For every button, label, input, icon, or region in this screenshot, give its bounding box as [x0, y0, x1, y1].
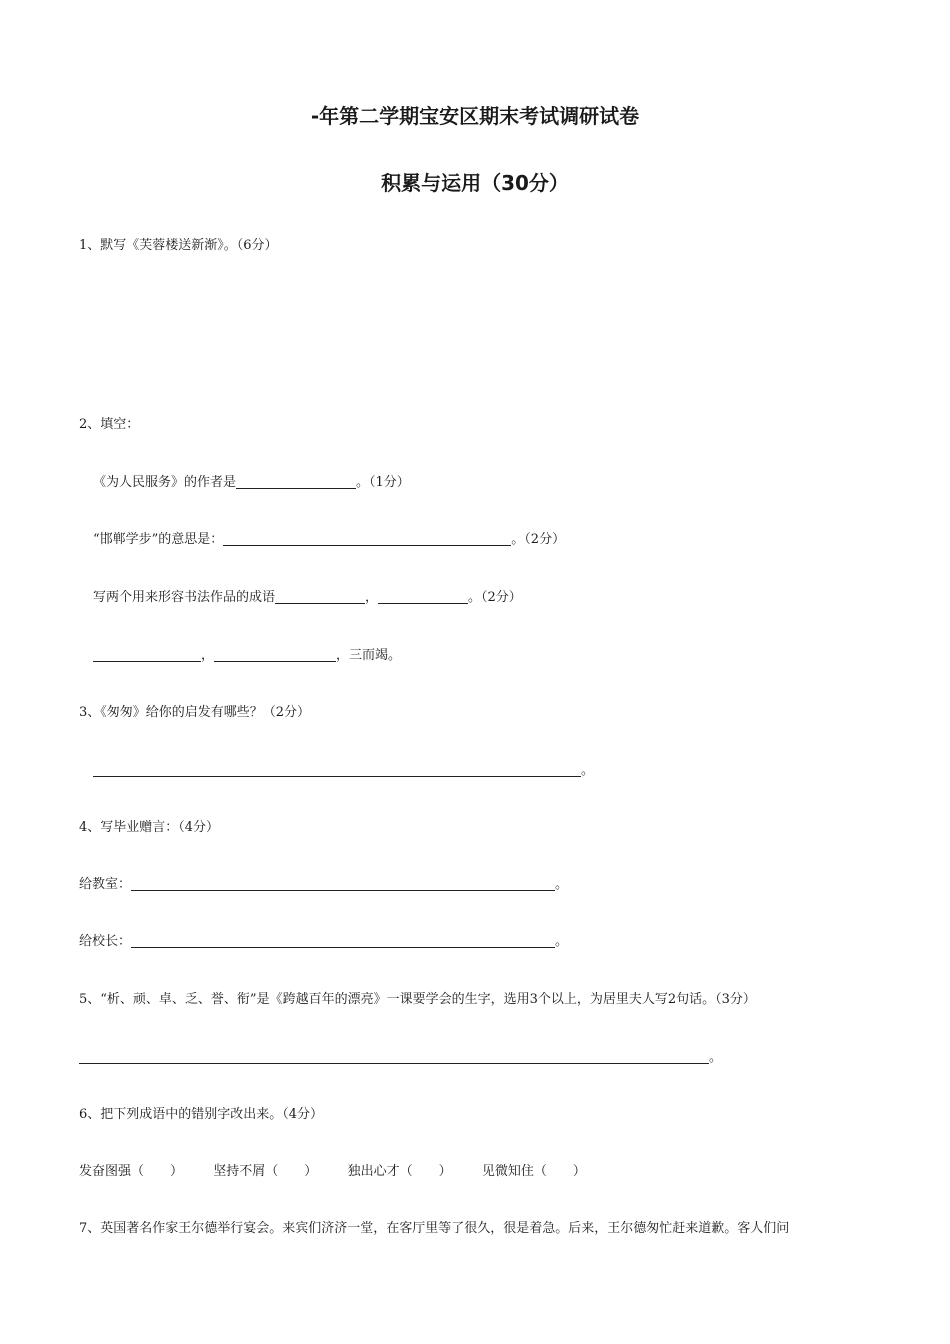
answer-blank-4a[interactable]: [131, 876, 555, 891]
question-7: 7、英国著名作家王尔德举行宴会。来宾们济济一堂，在客厅里等了很久，很是着急。后来，王尔德匆忙赶来道歉。客人们问: [79, 1221, 790, 1236]
question-2d-text: ，三而竭。: [336, 648, 402, 663]
question-4b-end: 。: [555, 934, 569, 949]
question-2a-text: 《为人民服务》的作者是: [93, 475, 237, 490]
exam-title: -年第二学期宝安区期末考试调研试卷: [310, 104, 640, 128]
question-4: 4、写毕业赠言：（4分）: [79, 820, 220, 835]
question-3: 3、《匆匆》给你的启发有哪些？（2分）: [79, 705, 311, 720]
question-2d: [93, 647, 401, 665]
answer-blank-2d-2[interactable]: [214, 647, 336, 662]
idiom-item-1: 发奋图强（ ）: [79, 1164, 184, 1179]
section-title: 积累与运用（30分）: [381, 171, 569, 195]
question-2: 2、填空：: [79, 417, 140, 432]
question-5-answer: [79, 1049, 722, 1067]
question-2a: [93, 474, 410, 492]
question-6-items: [79, 1163, 586, 1181]
idiom-item-2: 坚持不屑（ ）: [213, 1164, 318, 1179]
question-3-end: 。: [581, 763, 595, 778]
question-6: 6、把下列成语中的错别字改出来。（4分）: [79, 1107, 324, 1122]
question-2c-comma: ，: [365, 590, 379, 605]
question-2b-score: 。（2分）: [511, 532, 566, 547]
question-5: 5、“析、顽、卓、乏、誉、衔”是《跨越百年的漂亮》一课要学会的生字，选用3个以上，为居里夫人写2句话。（3分）: [79, 992, 756, 1007]
idiom-item-3: 独出心才（ ）: [347, 1164, 452, 1179]
question-5-end: 。: [709, 1050, 723, 1065]
question-2a-score: 。（1分）: [356, 475, 410, 490]
answer-blank-2b[interactable]: [223, 531, 511, 546]
answer-blank-2c-2[interactable]: [378, 589, 468, 604]
question-2b-text: “邯郸学步”的意思是：: [93, 532, 224, 547]
question-4a: [79, 876, 568, 894]
question-1: 1、默写《芙蓉楼送新渐》。（6分）: [79, 238, 278, 253]
question-4b-label: 给校长：: [79, 934, 132, 949]
answer-blank-4b[interactable]: [131, 933, 555, 948]
question-3-answer: [93, 762, 594, 780]
answer-blank-2c-1[interactable]: [275, 589, 365, 604]
question-4a-label: 给教室：: [79, 877, 132, 892]
question-4a-end: 。: [555, 877, 569, 892]
question-4b: [79, 933, 568, 951]
question-2b: [93, 531, 565, 549]
question-2d-comma: ，: [201, 648, 215, 663]
answer-blank-3[interactable]: [93, 762, 581, 777]
question-2c-score: 。（2分）: [468, 590, 522, 605]
idiom-item-4: 见微知住（ ）: [481, 1164, 586, 1179]
answer-blank-2d-1[interactable]: [93, 647, 201, 662]
question-2c-text: 写两个用来形容书法作品的成语: [93, 590, 276, 605]
answer-blank-2a[interactable]: [236, 474, 356, 489]
answer-blank-5[interactable]: [79, 1049, 709, 1064]
question-2c: [93, 589, 522, 607]
